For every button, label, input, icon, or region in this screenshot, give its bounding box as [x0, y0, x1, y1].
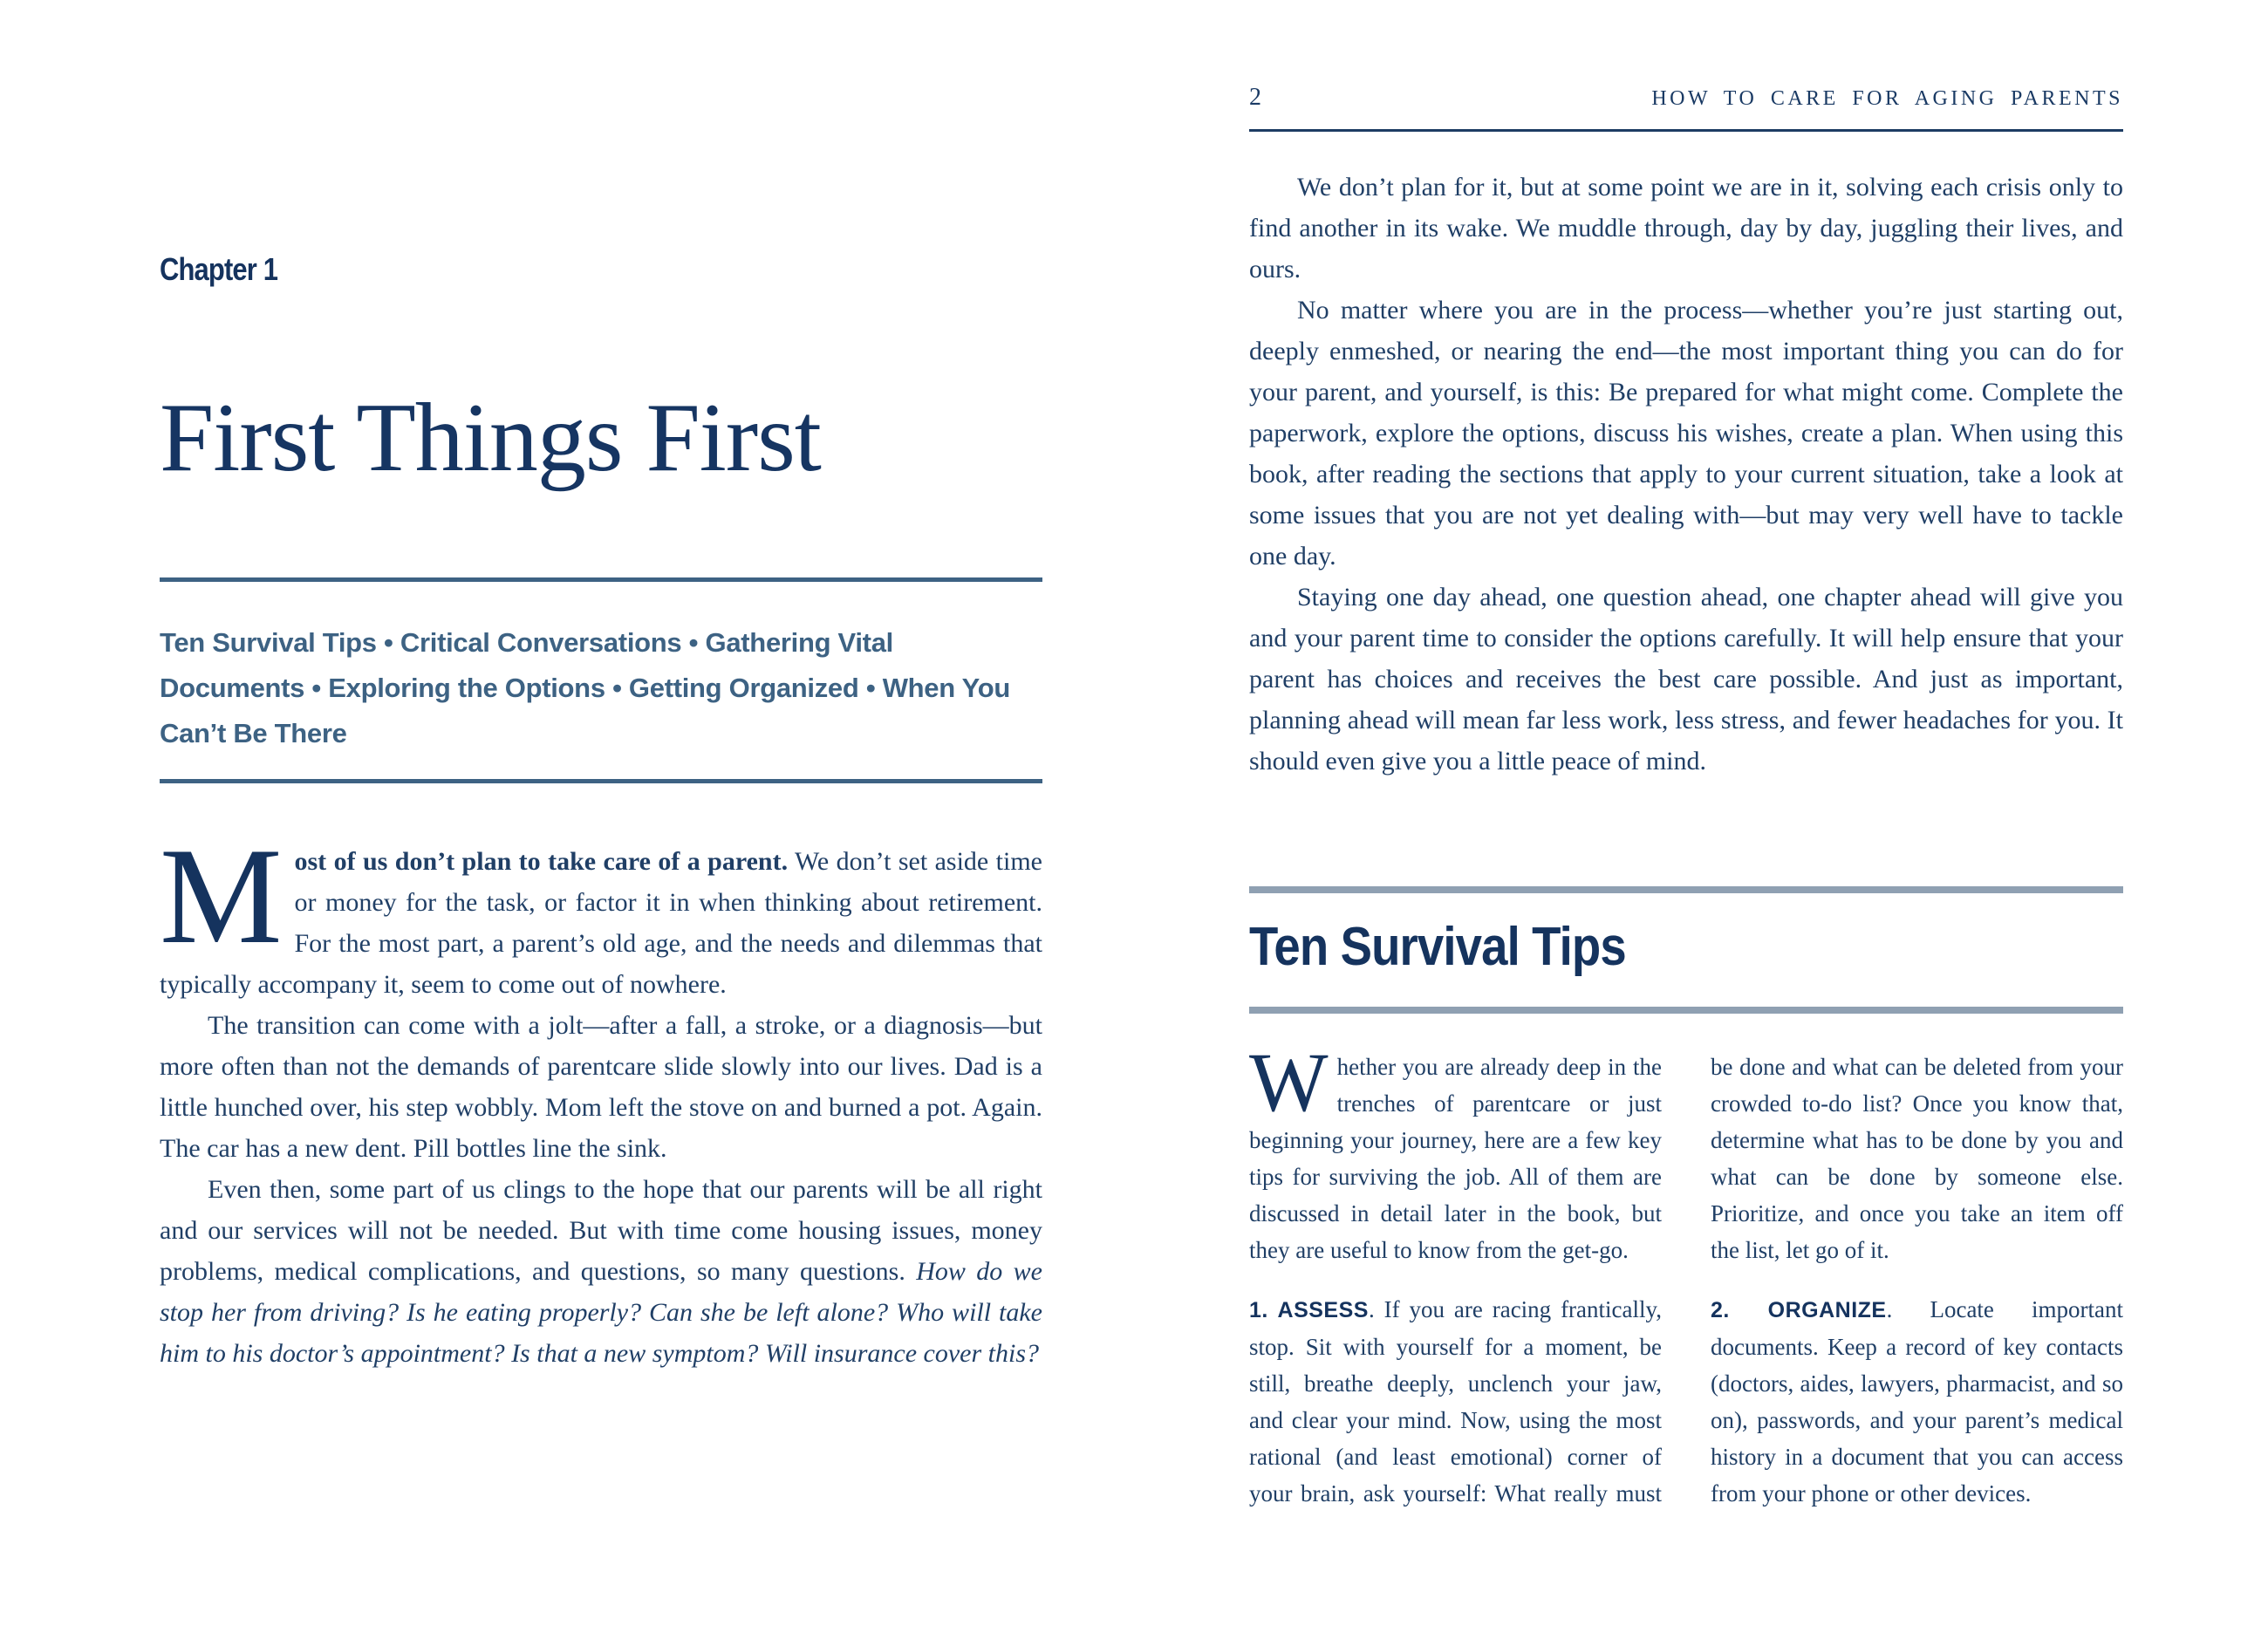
divider-rule	[160, 577, 1042, 582]
body-paragraph	[160, 1169, 1042, 1374]
text-run: No matter where you are in the process—whether you’re just starting out, deeply enmeshed, or nearing the end—the most important thing you can do for your parent, and yourself, is this: Be prepared for what might come. Complete the paperwork, explore the options, discuss his wishes, create a plan. When using this book, after reading the sections that apply to your current situation, take a look at some issues that you are not yet dealing with—but may very well have to tackle one day.	[1249, 296, 2123, 571]
chapter-topics: Ten Survival Tips • Critical Conversations • Gathering Vital Documents • Exploring the Options • Getting Organized • When You Can’t Be There	[160, 627, 1010, 748]
body-paragraph	[160, 820, 1042, 1005]
text-run: hether you are already deep in the trenches of parentcare or just beginning your journey, here are a few key tips for surviving the job. All of them are discussed in detail later in the book, but they are useful to know from the get-go.	[1249, 1054, 1662, 1263]
ten-survival-tips-section	[1249, 886, 2123, 1512]
page-number: 2	[1249, 84, 1261, 111]
left-body-copy	[160, 820, 1042, 1374]
drop-cap: M	[160, 820, 283, 973]
drop-cap: W	[1249, 1035, 1329, 1129]
divider-rule	[160, 779, 1042, 783]
text-run: Staying one day ahead, one question ahead, one chapter ahead will give you and your parent time to consider the options carefully. It will help ensure that your parent has choices and receives the best care possible. And just as important, planning ahead will mean far less work, less stress, and fewer headaches for you. It should even give you a little peace of mind.	[1249, 583, 2123, 776]
section-rule-bottom	[1249, 1007, 2123, 1014]
text-run: How do we stop her from driving? Is he eating properly? Can she be left alone? Who will take him to his doctor’s appointment? Is that a new symptom? Will insurance cover this?	[160, 1257, 1042, 1368]
chapter-title: First Things First	[160, 384, 821, 492]
tips-columns	[1249, 1035, 2123, 1512]
text-run: We don’t set aside time or money for the task, or factor it in when thinking about retirement. For the most part, a parent’s old age, and the needs and dilemmas that typically accompany it, seem to come out of nowhere.	[160, 847, 1042, 999]
right-body-copy	[1249, 167, 2123, 782]
body-paragraph	[1249, 167, 2123, 290]
text-run: Even then, some part of us clings to the hope that our parents will be all right and our services will not be needed. But with time come housing issues, money problems, medical complications, and questions, so many questions.	[160, 1175, 1042, 1286]
text-run: We don’t plan for it, but at some point we are in it, solving each crisis only to find another in its wake. We muddle through, day by day, juggling their lives, and ours.	[1249, 173, 2123, 284]
running-head: HOW TO CARE FOR AGING PARENTS	[1651, 87, 2123, 110]
text-run: . If you are racing frantically, stop. Sit with yourself for a moment, be still, breathe deeply, unclench your jaw, and clear your mind. Now, using the most rational (and least emotional) corner of your brain, ask yourself: What really must be done and what can be deleted from your crowded to-do list? Once you know that, determine what has to be done by you and what can be done by someone else. Prioritize, and once you take an item off the list, let go of it.	[1249, 1054, 2123, 1507]
chapter-kicker: Chapter 1	[160, 251, 278, 287]
body-paragraph	[1249, 290, 2123, 577]
text-run: The transition can come with a jolt—after a fall, a stroke, or a diagnosis—but more often than not the demands of parentcare slide slowly into our lives. Dad is a little hunched over, his step wobbly. Mom left the stove on and burned a pot. Again. The car has a new dent. Pill bottles line the sink.	[160, 1011, 1042, 1163]
tip-paragraph-2	[1711, 1291, 2123, 1512]
text-run: . Locate important documents. Keep a record of key contacts (doctors, aides, lawyers, pharmacist, and so on), passwords, and your parent’s medical history in a document that you can access from your phone or other devices.	[1711, 1296, 2123, 1507]
section-rule-top	[1249, 886, 2123, 893]
page-header	[1249, 84, 2123, 132]
body-paragraph	[160, 1005, 1042, 1169]
text-run: ost of us don’t plan to take care of a parent.	[294, 847, 789, 876]
left-page	[160, 251, 1042, 1374]
text-run: 2. ORGANIZE	[1711, 1298, 1887, 1322]
tips-intro-paragraph	[1249, 1035, 1662, 1268]
body-paragraph	[1249, 577, 2123, 782]
section-heading: Ten Survival Tips	[1249, 917, 1626, 977]
right-page	[1249, 84, 2123, 1512]
text-run: 1. ASSESS	[1249, 1298, 1369, 1322]
